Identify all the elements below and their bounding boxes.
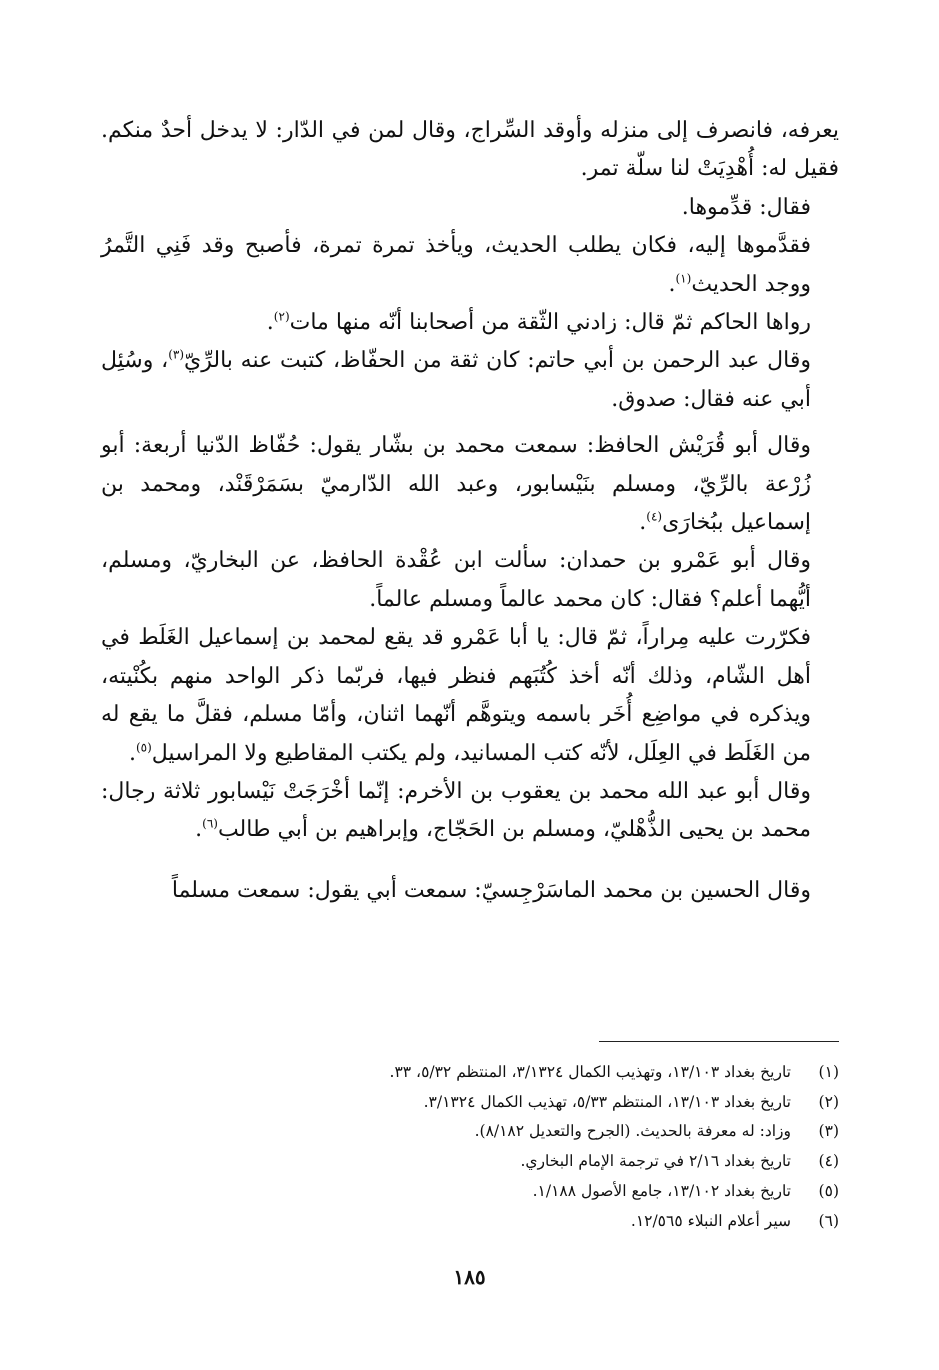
text-run: . — [195, 817, 203, 843]
paragraph-4 — [101, 304, 839, 342]
footnote-marker[interactable]: (٥) — [135, 740, 152, 755]
footnote-text: تاريخ بغداد ١٣/١٠٣، المنتظم ٥/٣٣، تهذيب الكمال ٣/١٣٢٤. — [423, 1092, 791, 1111]
footnote-marker[interactable]: (٦) — [202, 816, 218, 831]
footnote-1 — [139, 1058, 839, 1088]
paragraph-9 — [101, 773, 839, 850]
text-run: ، وسُئِل أبي عنه فقال: صدوق. — [101, 348, 811, 412]
paragraph-2 — [101, 189, 839, 227]
text-run: وقال الحسين بن محمد الماسَرْجِسيّ: سمعت أبي يقول: سمعت مسلماً — [171, 877, 811, 903]
footnote-number: (٦) — [818, 1211, 839, 1230]
text-run: فقدَّموها إليه، فكان يطلب الحديث، ويأخذ تمرة تمرة، فأصبح وقد فَنِي التَّمرُ ووجد الحديث — [101, 233, 811, 297]
paragraph-7 — [101, 542, 839, 619]
text-run: رواها الحاكم ثمّ قال: زادني الثّقة من أصحابنا أنّه منها مات — [289, 310, 811, 336]
footnote-text: وزاد: له معرفة بالحديث. (الجرح والتعديل ٨/١٨٢). — [474, 1122, 791, 1141]
footnote-marker[interactable]: (٤) — [646, 509, 663, 524]
footnote-marker[interactable]: (٣) — [168, 348, 185, 363]
footnotes — [139, 1058, 839, 1236]
footnote-separator — [599, 1041, 839, 1042]
paragraph-5 — [101, 342, 839, 419]
text-run: وقال عبد الرحمن بن أبي حاتم: كان ثقة من الحفّاظ، كتبت عنه بالرِّيّ — [184, 348, 811, 374]
footnote-2 — [139, 1088, 839, 1118]
paragraph-8 — [101, 619, 839, 773]
text-run: . — [266, 310, 274, 336]
footnote-number: (٣) — [818, 1122, 839, 1141]
paragraph-3 — [101, 227, 839, 304]
footnote-3 — [139, 1117, 839, 1147]
paragraph-10 — [101, 872, 839, 910]
paragraph-1 — [101, 112, 839, 189]
footnote-number: (٥) — [818, 1181, 839, 1200]
main-text — [101, 112, 839, 910]
text-run: وقال أبو عَمْرو بن حمدان: سألت ابن عُقْدة الحافظ، عن البخاريّ، ومسلم، أيُّهما أعلم؟ فقال: كان محمد عالماً ومسلم عالماً. — [101, 548, 811, 612]
text-run: وقال أبو عبد الله محمد بن يعقوب بن الأخرم: إنّما أخْرَجَتْ نَيْسابور ثلاثة رجال: محمد بن يحيى الذُّهْليّ، ومسلم بن الحَجّاج، وإبراهيم بن أبي طالب — [101, 778, 811, 843]
text-run: يعرفه، فانصرف إلى منزله وأوقد السِّراج، وقال لمن في الدّار: لا يدخل أحدٌ منكم. فقيل له: أُهْدِيَتْ لنا سلّة تمر. — [101, 118, 839, 182]
footnote-number: (٢) — [818, 1092, 839, 1111]
text-run: . — [639, 510, 647, 536]
text-run: وقال أبو قُرَيْش الحافظ: سمعت محمد بن بشّار يقول: حُفّاظ الدّنيا أربعة: أبو زُرْعة بالرِّيّ، ومسلم بنَيْسابور، وعبد الله الدّارميّ بسَمَرْقَنْد، ومحمد بن إسماعيل ببُخارَى — [101, 433, 811, 536]
footnote-4 — [139, 1147, 839, 1177]
page-number: ١٨٥ — [453, 1265, 486, 1289]
footnote-text: تاريخ بغداد ٢/١٦ في ترجمة الإمام البخاري. — [520, 1152, 791, 1171]
text-run: . — [128, 740, 136, 766]
footnote-5 — [139, 1177, 839, 1207]
text-run: فكرّرت عليه مِراراً، ثمّ قال: يا أبا عَمْرو قد يقع لمحمد بن إسماعيل الغَلَط في أهل الشّام، وذلك أنّه أخذ كُتُبَهم فنظر فيها، فربّما ذكر الواحد منهم بكُنْيته، ويذكره في مواضِع أُخَر باسمه ويتوهَّم أنّهما اثنان، وأمّا مسلم، فقلَّ ما يقع له من الغَلَط في العِلَل، لأنّه كتب المسانيد، ولم يكتب المقاطيع ولا المراسيل — [101, 625, 811, 766]
footnote-marker[interactable]: (٢) — [273, 309, 290, 324]
footnote-text: سير أعلام النبلاء ١٢/٥٦٥. — [630, 1211, 791, 1230]
footnote-number: (١) — [818, 1063, 839, 1081]
footnote-text: تاريخ بغداد ١٣/١٠٢، جامع الأصول ١/١٨٨. — [532, 1181, 791, 1200]
footnote-number: (٤) — [818, 1152, 839, 1171]
text-run: . — [668, 271, 676, 297]
footnote-text: تاريخ بغداد ١٣/١٠٣، وتهذيب الكمال ٣/١٣٢٤، المنتظم ٥/٣٢، ٣٣. — [389, 1063, 791, 1081]
text-run: فقال: قدِّموها. — [681, 194, 811, 220]
paragraph-6 — [101, 427, 839, 542]
footnote-6 — [139, 1207, 839, 1237]
footnote-marker[interactable]: (١) — [675, 271, 692, 286]
